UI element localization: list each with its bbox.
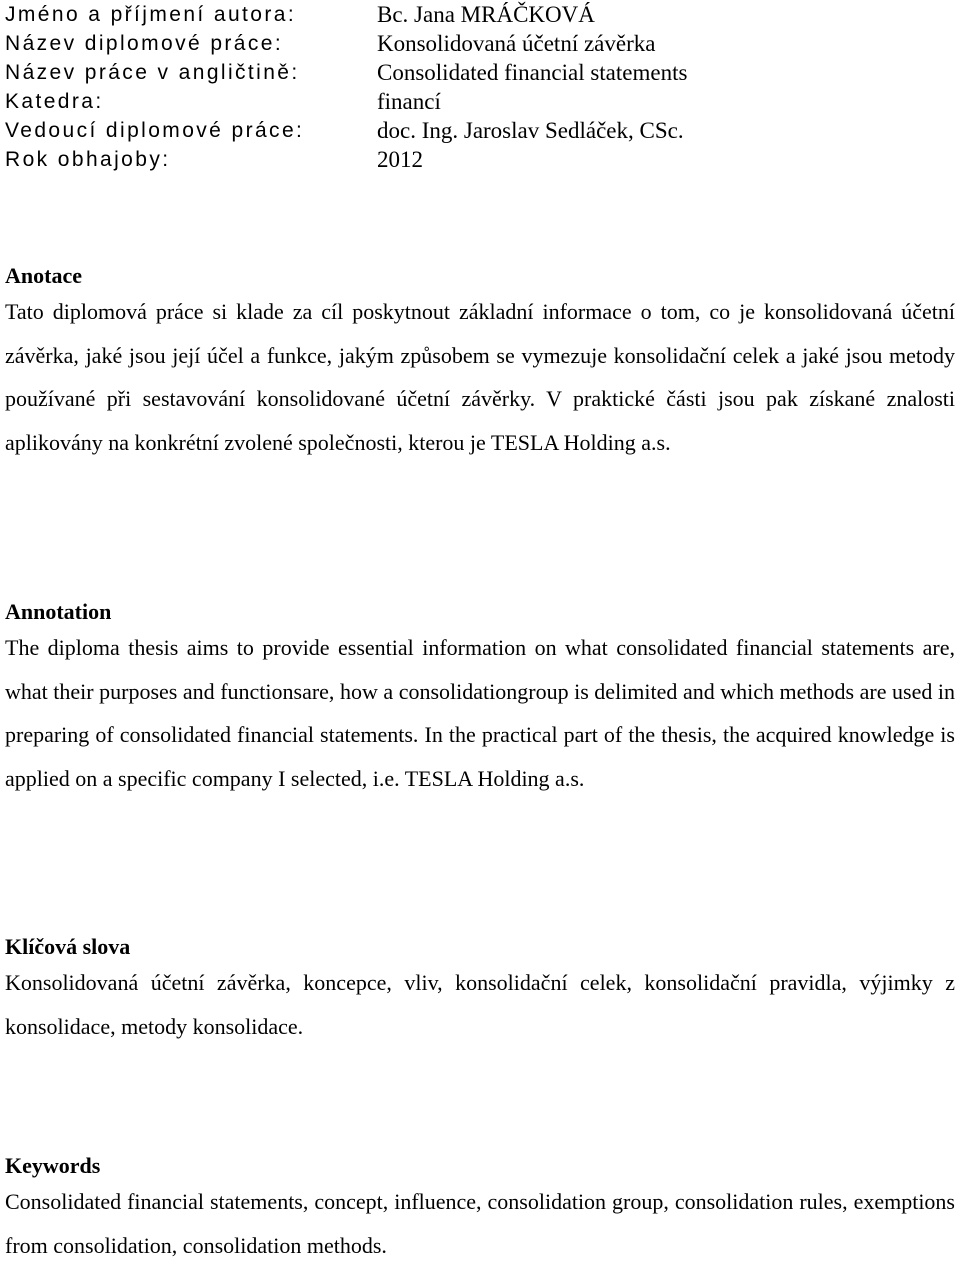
meta-row-thesis-title: [5, 29, 687, 58]
meta-value: 2012: [377, 147, 423, 172]
meta-label: Jméno a příjmení autora:: [5, 3, 297, 26]
section-anotace: [5, 262, 960, 464]
meta-value: Konsolidovaná účetní závěrka: [377, 31, 656, 56]
section-heading: Annotation: [5, 599, 112, 624]
meta-label: Vedoucí diplomové práce:: [5, 119, 305, 142]
meta-label: Rok obhajoby:: [5, 148, 171, 171]
meta-value: financí: [377, 89, 441, 114]
meta-row-english-title: [5, 58, 687, 87]
meta-label: Název práce v angličtině:: [5, 61, 300, 84]
section-text: Tato diplomová práce si klade za cíl poskytnout základní informace o tom, co je konsolidovaná účetní závěrka, jaké jsou její účel a funkce, jakým způsobem se vymezuje konsolidační celek a jaké jsou metody používané při sestavování konsolidované účetní závěrky. V praktické části jsou pak získané znalosti aplikovány na konkrétní zvolené společnosti, kterou je TESLA Holding a.s.: [5, 299, 955, 455]
thesis-metadata: [5, 0, 687, 174]
meta-row-defense-year: [5, 145, 687, 174]
section-keywords: [5, 1152, 960, 1267]
meta-value: Consolidated financial statements: [377, 60, 688, 85]
meta-value: doc. Ing. Jaroslav Sedláček, CSc.: [377, 118, 684, 143]
section-heading: Anotace: [5, 263, 82, 288]
meta-row-author: [5, 0, 687, 29]
meta-label: Název diplomové práce:: [5, 32, 284, 55]
meta-value: Bc. Jana MRÁČKOVÁ: [377, 2, 595, 27]
section-annotation: [5, 598, 960, 800]
section-text: Consolidated financial statements, concept, influence, consolidation group, consolidation rules, exemptions from consolidation, consolidation methods.: [5, 1189, 955, 1258]
meta-row-department: [5, 87, 687, 116]
meta-label: Katedra:: [5, 90, 104, 113]
section-heading: Keywords: [5, 1153, 101, 1178]
meta-row-supervisor: [5, 116, 687, 145]
section-text: Konsolidovaná účetní závěrka, koncepce, vliv, konsolidační celek, konsolidační pravidla, výjimky z konsolidace, metody konsolidace.: [5, 970, 955, 1039]
section-klicova-slova: [5, 933, 960, 1048]
section-heading: Klíčová slova: [5, 934, 131, 959]
section-text: The diploma thesis aims to provide essential information on what consolidated financial statements are, what their purposes and functionsare, how a consolidationgroup is delimited and which methods are used in preparing of consolidated financial statements. In the practical part of the thesis, the acquired knowledge is applied on a specific company I selected, i.e. TESLA Holding a.s.: [5, 635, 955, 791]
